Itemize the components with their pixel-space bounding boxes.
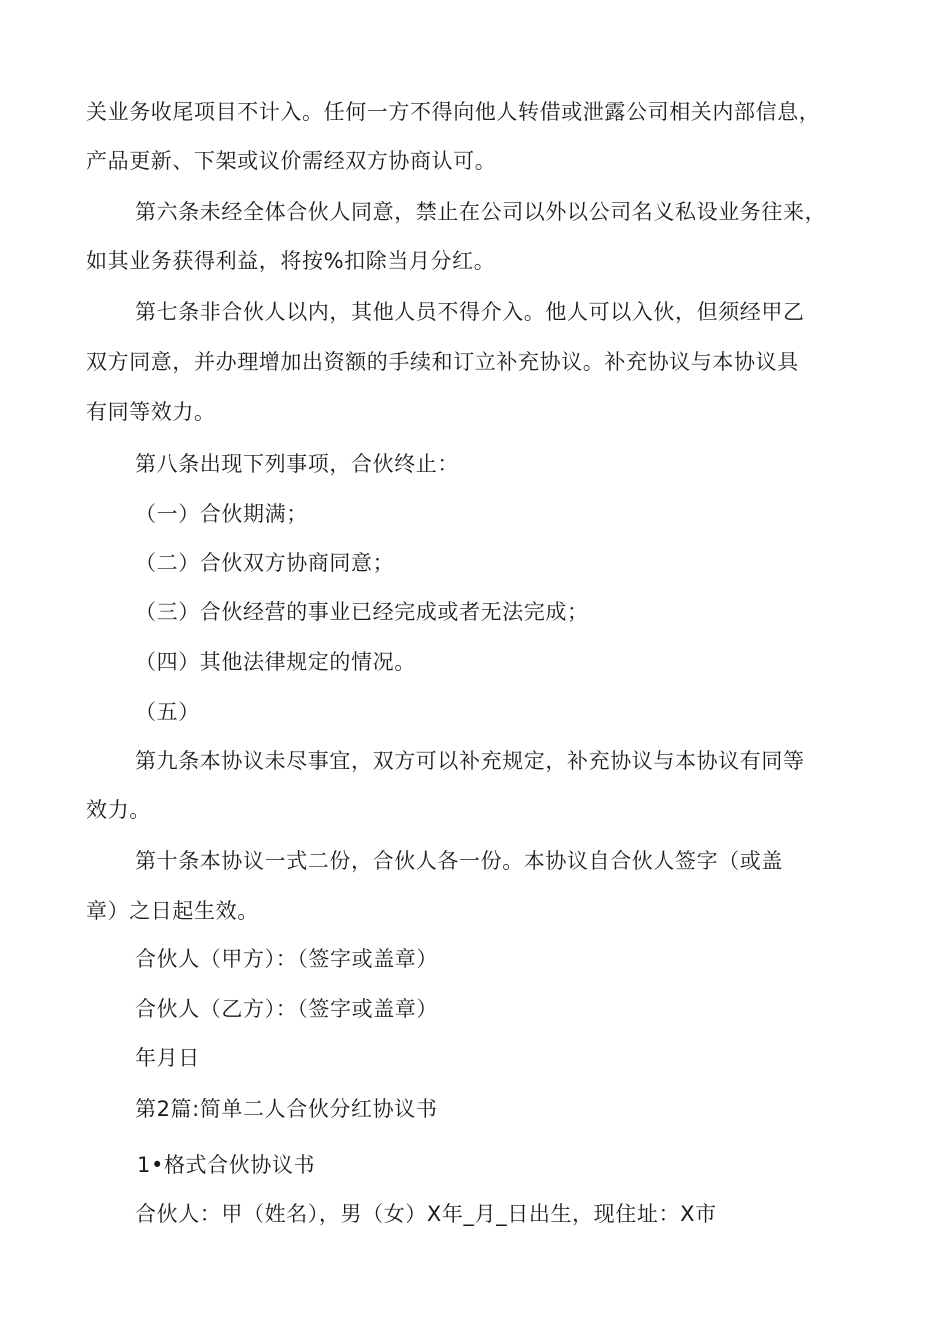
text-line: 效力。 xyxy=(86,798,151,822)
article-8: 第八条出现下列事项，合伙终止： xyxy=(135,452,459,476)
list-item: （一）合伙期满； xyxy=(135,502,308,526)
section-heading: 第2篇:简单二人合伙分红协议书 xyxy=(135,1097,438,1121)
list-item: （二）合伙双方协商同意； xyxy=(135,551,395,575)
list-item: （四）其他法律规定的情况。 xyxy=(135,650,416,674)
signature-line-b: 合伙人（乙方）：（签字或盖章） xyxy=(135,997,438,1021)
subsection-heading: 1•格式合伙协议书 xyxy=(137,1153,316,1177)
signature-line-a: 合伙人（甲方）：（签字或盖章） xyxy=(135,947,438,971)
article-10: 第十条本协议一式二份，合伙人各一份。本协议自合伙人签字（或盖 xyxy=(135,849,783,873)
text-line: 章）之日起生效。 xyxy=(86,899,259,923)
date-line: 年月日 xyxy=(135,1046,200,1070)
text-line: 如其业务获得利益，将按%扣除当月分红。 xyxy=(86,249,496,273)
list-item: （五） xyxy=(135,700,200,724)
text-line: 产品更新、下架或议价需经双方协商认可。 xyxy=(86,149,497,173)
text-line: 合伙人：甲（姓名），男（女）X年_月_日出生，现住址：X市 xyxy=(135,1202,717,1226)
article-6: 第六条未经全体合伙人同意，禁止在公司以外以公司名义私设业务往来， xyxy=(135,200,827,224)
text-line: 有同等效力。 xyxy=(86,400,216,424)
article-9: 第九条本协议未尽事宜，双方可以补充规定，补充协议与本协议有同等 xyxy=(135,749,805,773)
article-7: 第七条非合伙人以内，其他人员不得介入。他人可以入伙，但须经甲乙 xyxy=(135,300,805,324)
text-line: 关业务收尾项目不计入。任何一方不得向他人转借或泄露公司相关内部信息， xyxy=(86,100,821,124)
text-line: 双方同意，并办理增加出资额的手续和订立补充协议。补充协议与本协议具 xyxy=(86,350,799,374)
list-item: （三）合伙经营的事业已经完成或者无法完成； xyxy=(135,600,589,624)
